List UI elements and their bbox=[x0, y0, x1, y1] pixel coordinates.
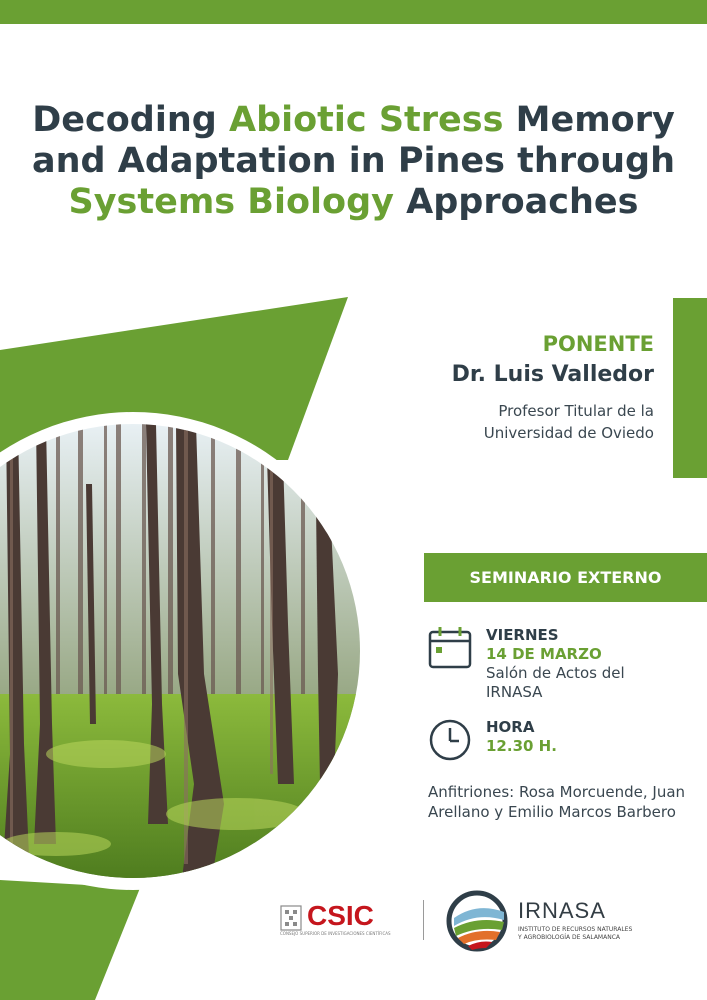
affiliation-line-1: Profesor Titular de la bbox=[498, 402, 654, 420]
irnasa-emblem-icon bbox=[444, 888, 510, 954]
irnasa-logo-text: IRNASA bbox=[518, 898, 606, 923]
title-line-3: Systems Biology Approaches bbox=[68, 182, 639, 222]
event-date-text bbox=[486, 626, 686, 702]
event-time-text bbox=[486, 718, 686, 756]
csic-logo-text: CSIC bbox=[307, 900, 374, 931]
csic-emblem-icon bbox=[280, 905, 302, 931]
calendar-icon bbox=[428, 626, 472, 670]
right-accent-bar bbox=[673, 298, 707, 478]
seminar-type-banner: SEMINARIO EXTERNO bbox=[424, 553, 707, 602]
speaker-block bbox=[354, 330, 654, 444]
csic-logo-subtitle: CONSEJO SUPERIOR DE INVESTIGACIONES CIENTÍFICAS bbox=[280, 931, 391, 936]
title-line-2: and Adaptation in Pines through bbox=[31, 141, 676, 181]
logo-divider bbox=[423, 900, 424, 940]
event-date: 14 DE MARZO bbox=[486, 645, 602, 663]
affiliation-line-2: Universidad de Oviedo bbox=[483, 424, 654, 442]
irnasa-logo-subtitle: INSTITUTO DE RECURSOS NATURALES Y AGROBIOLOGÍA DE SALAMANCA bbox=[518, 926, 633, 941]
event-time: 12.30 H. bbox=[486, 737, 557, 755]
event-day: VIERNES bbox=[486, 626, 559, 644]
title-highlight-systems-biology: Systems Biology bbox=[68, 182, 394, 222]
event-time-label: HORA bbox=[486, 718, 535, 736]
clock-icon bbox=[428, 718, 472, 762]
speaker-role: PONENTE bbox=[542, 332, 654, 356]
speaker-name: Dr. Luis Valledor bbox=[451, 362, 654, 387]
event-place-line-2: IRNASA bbox=[486, 683, 543, 701]
title-line-1: Decoding Abiotic Stress Memory bbox=[32, 100, 675, 140]
event-hosts: Anfitriones: Rosa Morcuende, Juan Arellano y Emilio Marcos Barbero bbox=[428, 783, 686, 821]
event-place-line-1: Salón de Actos del bbox=[486, 664, 625, 682]
logo-footer bbox=[0, 880, 707, 1000]
speaker-affiliation bbox=[354, 400, 654, 444]
title-highlight-abiotic-stress: Abiotic Stress bbox=[229, 100, 504, 140]
